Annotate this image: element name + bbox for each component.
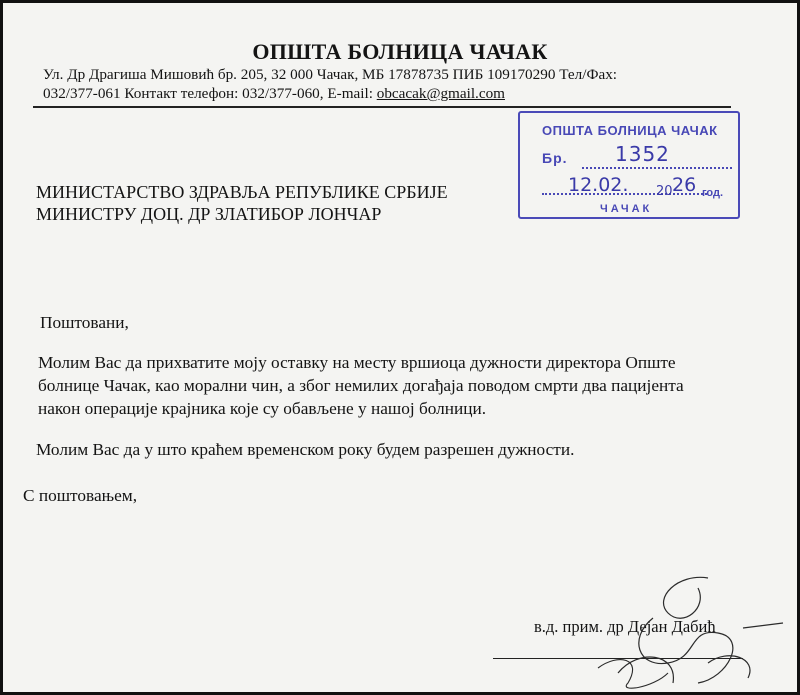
- handwritten-signature: [558, 568, 788, 693]
- letterhead-divider: [33, 106, 731, 108]
- registry-stamp: [518, 111, 740, 219]
- stamp-year-suffix: год.: [702, 187, 724, 199]
- address-line-2: [43, 84, 743, 103]
- stamp-institution: ОПШТА БОЛНИЦА ЧАЧАК: [542, 123, 718, 138]
- paragraph-1-line-1: Молим Вас да прихватите моју оставку на месту вршиоца дужности директора Опште: [38, 353, 676, 372]
- body-paragraph-2: Молим Вас да у што краћем временском року будем разрешен дужности.: [36, 440, 575, 459]
- stamp-handwritten-number: 1352: [615, 142, 670, 166]
- email-link[interactable]: obcacak@gmail.com: [376, 85, 505, 102]
- recipient-line-1: МИНИСТАРСТВО ЗДРАВЉА РЕПУБЛИКЕ СРБИЈЕ: [36, 182, 448, 202]
- address-line-1: Ул. Др Драгиша Мишовић бр. 205, 32 000 Чачак, МБ 17878735 ПИБ 109170290 Тел/Фах:: [43, 66, 618, 83]
- address-contact: 032/377-061 Контакт телефон: 032/377-060, E-mail:: [43, 85, 377, 102]
- recipient-line-2: МИНИСТРУ ДОЦ. ДР ЗЛАТИБОР ЛОНЧАР: [36, 204, 382, 224]
- greeting: Поштовани,: [40, 313, 129, 332]
- stamp-year-prefix: 20: [656, 184, 673, 199]
- stamp-handwritten-year: 26: [672, 174, 697, 196]
- signer-name: в.д. прим. др Дејан Дабић: [534, 617, 716, 636]
- letterhead-title: ОПШТА БОЛНИЦА ЧАЧАК: [252, 39, 548, 64]
- paragraph-1-line-2: болнице Чачак, као морални чин, а због немилих догађаја поводом смрти два пацијента: [38, 376, 684, 395]
- body-paragraph-1: [38, 351, 758, 420]
- stamp-number-label: Бр.: [542, 150, 568, 166]
- stamp-city: ЧАЧАК: [600, 203, 653, 215]
- letterhead-address: [43, 65, 743, 103]
- stamp-number-line: [582, 167, 732, 169]
- stamp-handwritten-date: 12.02.: [568, 174, 629, 196]
- paragraph-1-line-3: након операције крајника које су обављене у нашој болници.: [38, 399, 487, 418]
- recipient-block: [36, 181, 448, 225]
- closing: С поштовањем,: [23, 486, 138, 505]
